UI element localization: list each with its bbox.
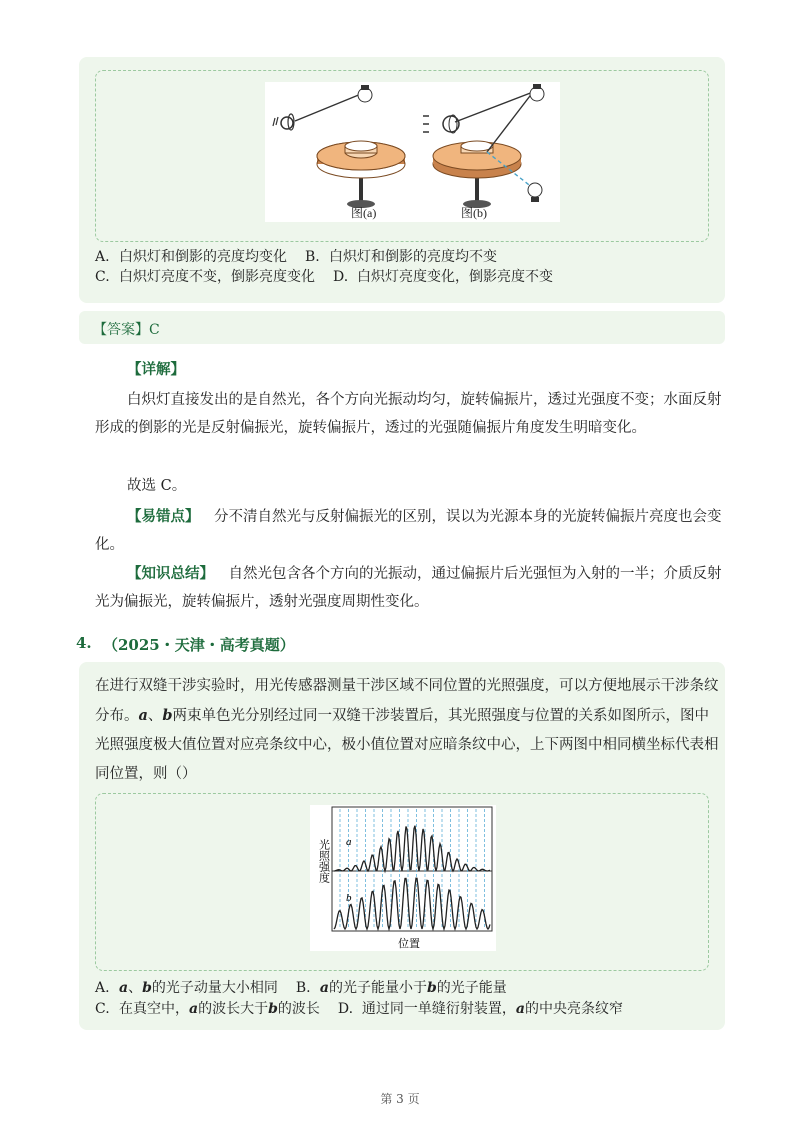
polarizer-figure — [265, 82, 560, 222]
summary-text: 自然光包含各个方向的光振动，通过偏振片后光强恒为入射的一半；介质反射光为偏振光，旋转偏振片，透射光强度周期性变化。 — [95, 566, 722, 610]
q4-option-d-key: D. — [337, 1001, 354, 1017]
interference-figure — [310, 805, 496, 951]
q4-option-c-key: C. — [95, 1001, 110, 1017]
curve-a-label: a — [346, 836, 352, 848]
option-a-key: A. — [95, 249, 110, 265]
q4-option-b-key: B. — [295, 980, 311, 996]
pitfall-heading: 【易错点】 — [127, 508, 200, 525]
pitfall-text: 分不清自然光与反射偏振光的区别，误以为光源本身的光旋转偏振片亮度也会变化。 — [95, 509, 722, 553]
detail-text: 白炽灯直接发出的是自然光，各个方向光振动均匀，旋转偏振片，透过光强度不变；水面反射形成的倒影的光是反射偏振光，旋转偏振片，透过的光强随偏振片角度发生明暗变化。 — [95, 392, 722, 436]
figure-b-label: 图(b) — [461, 206, 487, 220]
q3-options-row-1 — [95, 246, 497, 266]
question-4-stem: 在进行双缝干涉实验时，用光传感器测量干涉区域不同位置的光照强度，可以方便地展示干涉条纹分布。a、b两束单色光分别经过同一双缝干涉装置后，其光照强度与位置的关系如图所示，图中光照强度极大值位置对应亮条纹中心，极小值位置对应暗条纹中心，上下两图中相同横坐标代表相同位置，则（） — [95, 678, 719, 782]
q4-option-d-text: 通过同一单缝衍射装置， — [361, 1001, 516, 1017]
q4-option-c-text: 在真空中， — [119, 1001, 189, 1017]
option-c-key: C. — [95, 269, 110, 285]
option-b-key: B. — [305, 249, 320, 265]
interference-plot — [310, 805, 496, 951]
question-4-number: 4. — [76, 634, 92, 652]
detail-heading: 【详解】 — [127, 361, 185, 378]
answer-box — [79, 311, 725, 344]
q3-options-row-2 — [95, 266, 553, 286]
q4-options-row-1: A. a、b的光子动量大小相同 B. a的光子能量小于b的光子能量 — [95, 980, 507, 996]
question-4-source: （2025・天津・高考真题） — [103, 636, 295, 654]
option-d-key: D. — [333, 269, 349, 285]
polarizer-diagram — [265, 82, 560, 222]
summary-section — [95, 560, 725, 616]
y-axis-label: 光照强度 — [317, 839, 331, 883]
panel-a — [273, 85, 405, 208]
q4-option-a-key: A. — [95, 980, 110, 996]
option-b-text: 白炽灯和倒影的亮度均不变 — [329, 249, 497, 265]
page-footer: 第 3 页 — [380, 1092, 420, 1106]
figure-a-label: 图(a) — [351, 206, 377, 220]
summary-heading: 【知识总结】 — [127, 565, 214, 582]
panel-b — [423, 84, 544, 208]
q4-options-row-2: C. 在真空中，a的波长大于b的波长 D. 通过同一单缝衍射装置，a的中央亮条纹窄 — [95, 1001, 623, 1017]
q4-option-b-text: 的光子能量小于 — [328, 980, 427, 996]
answer-text: 【答案】C — [93, 322, 160, 338]
option-d-text: 白炽灯亮度变化，倒影亮度不变 — [357, 269, 553, 285]
q4-option-a-text: 的光子动量大小相同 — [151, 980, 278, 996]
pitfall-section — [95, 503, 725, 559]
option-c-text: 白炽灯亮度不变，倒影亮度变化 — [119, 269, 315, 285]
curve-b-label: b — [346, 892, 352, 904]
x-axis-label: 位置 — [398, 937, 420, 950]
option-a-text: 白炽灯和倒影的亮度均变化 — [119, 249, 287, 265]
choice-text: 故选 C。 — [127, 478, 187, 494]
